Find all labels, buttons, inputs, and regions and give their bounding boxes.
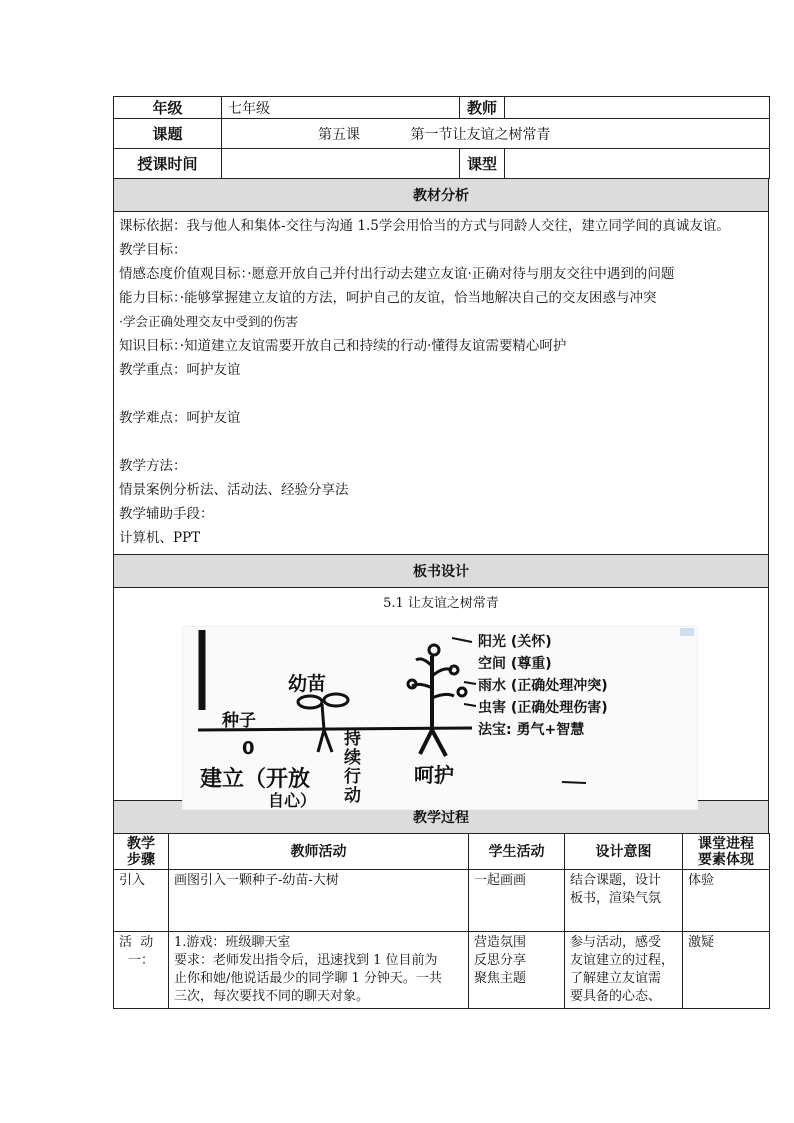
topic-value	[222, 119, 770, 149]
analysis-line: 能力目标：·能够掌握建立友谊的方法，呵护自己的友谊，恰当地解决自己的交友困惑与冲突	[119, 290, 657, 306]
col-student: 学生活动	[469, 834, 565, 870]
topic-lesson: 第五课	[318, 126, 360, 143]
factor-item: 虫害 (正确处理伤害)	[478, 700, 608, 716]
seed-label: 种子	[222, 711, 256, 731]
student-cell: 一起画画	[469, 870, 565, 932]
step-cell: 活 动 一：	[114, 932, 169, 1009]
analysis-line: 教学目标：	[119, 242, 187, 258]
process-title: 教学过程	[114, 801, 769, 834]
teacher-cell: 画图引入一颗种子-幼苗-大树	[169, 870, 469, 932]
col-progress: 课堂进程 要素体现	[683, 834, 770, 870]
analysis-line: 情感态度价值观目标：·愿意开放自己并付出行动去建立友谊·正确对待与朋友交往中遇到的问题	[119, 266, 675, 282]
analysis-line	[119, 430, 763, 454]
progress-cell: 激疑	[683, 932, 770, 1009]
process-table	[113, 833, 770, 1009]
step-cell: 引入	[114, 870, 169, 932]
factor-item: 空间 (尊重)	[478, 656, 552, 672]
table-row	[114, 932, 770, 1009]
intent-cell: 结合课题，设计 板书，渲染气氛	[565, 870, 683, 932]
time-label: 授课时间	[114, 149, 222, 179]
analysis-table	[113, 178, 769, 834]
analysis-line: 教学难点：呵护友谊	[119, 410, 241, 426]
lesson-plan	[113, 96, 769, 1009]
board-title: 板书设计	[114, 555, 769, 588]
board-sketch	[182, 626, 698, 810]
type-value	[505, 149, 770, 179]
progress-cell: 体验	[683, 870, 770, 932]
build-label: 建立（开放	[200, 767, 311, 792]
analysis-line: 教学方法：	[119, 458, 187, 474]
analysis-title: 教材分析	[114, 179, 769, 212]
analysis-line: ·学会正确处理交友中受到的伤害	[119, 314, 298, 329]
table-row	[114, 870, 770, 932]
factor-item: 阳光 (关怀)	[478, 634, 552, 650]
build-label-2: 自心）	[268, 791, 317, 810]
grade-value: 七年级	[222, 97, 460, 119]
board-cell	[114, 588, 769, 810]
factor-item: 法宝: 勇气+智慧	[478, 722, 585, 738]
intent-cell: 参与活动，感受 友谊建立的过程， 了解建立友谊需 要具备的心态、	[565, 932, 683, 1009]
analysis-line: 教学辅助手段：	[119, 506, 214, 522]
topic-label: 课题	[114, 119, 222, 149]
protect-label: 呵护	[414, 763, 454, 787]
analysis-line: 情景案例分析法、活动法、经验分享法	[119, 482, 349, 498]
header-table	[113, 96, 770, 179]
analysis-line: 教学重点：呵护友谊	[119, 362, 241, 378]
analysis-body	[114, 212, 769, 555]
teacher-label: 教师	[460, 97, 505, 119]
factor-item: 雨水 (正确处理冲突)	[478, 678, 608, 694]
analysis-line	[119, 382, 763, 406]
topic-section: 第一节让友谊之树常青	[410, 126, 551, 143]
teacher-cell: 1.游戏：班级聊天室 要求：老师发出指令后，迅速找到 1 位目前为 止你和她/他说话最少的同学聊 1 分钟天。一共 三次，每次要找不同的聊天对象。	[169, 932, 469, 1009]
time-value	[222, 149, 460, 179]
analysis-line: 知识目标：·知道建立友谊需要开放自己和持续的行动·懂得友谊需要精心呵护	[119, 338, 567, 354]
type-label: 课型	[460, 149, 505, 179]
persist-char: 续	[344, 748, 361, 768]
col-step: 教学 步骤	[114, 834, 169, 870]
board-subtitle: 5.1 让友谊之树常青	[383, 596, 499, 611]
col-intent: 设计意图	[565, 834, 683, 870]
col-teacher: 教师活动	[169, 834, 469, 870]
persist-char: 行	[344, 767, 361, 787]
persist-char: 持	[344, 729, 361, 749]
seed-mark: 0	[242, 738, 255, 759]
persist-char: 动	[344, 786, 361, 806]
teacher-value	[505, 97, 770, 119]
seedling-label: 幼苗	[288, 673, 327, 695]
student-cell: 营造氛围 反思分享 聚焦主题	[469, 932, 565, 1009]
analysis-line: 课标依据：我与他人和集体-交往与沟通 1.5学会用恰当的方式与同龄人交往，建立同学间的真诚友谊。	[119, 218, 730, 234]
grade-label: 年级	[114, 97, 222, 119]
analysis-line: 计算机、PPT	[119, 530, 201, 546]
